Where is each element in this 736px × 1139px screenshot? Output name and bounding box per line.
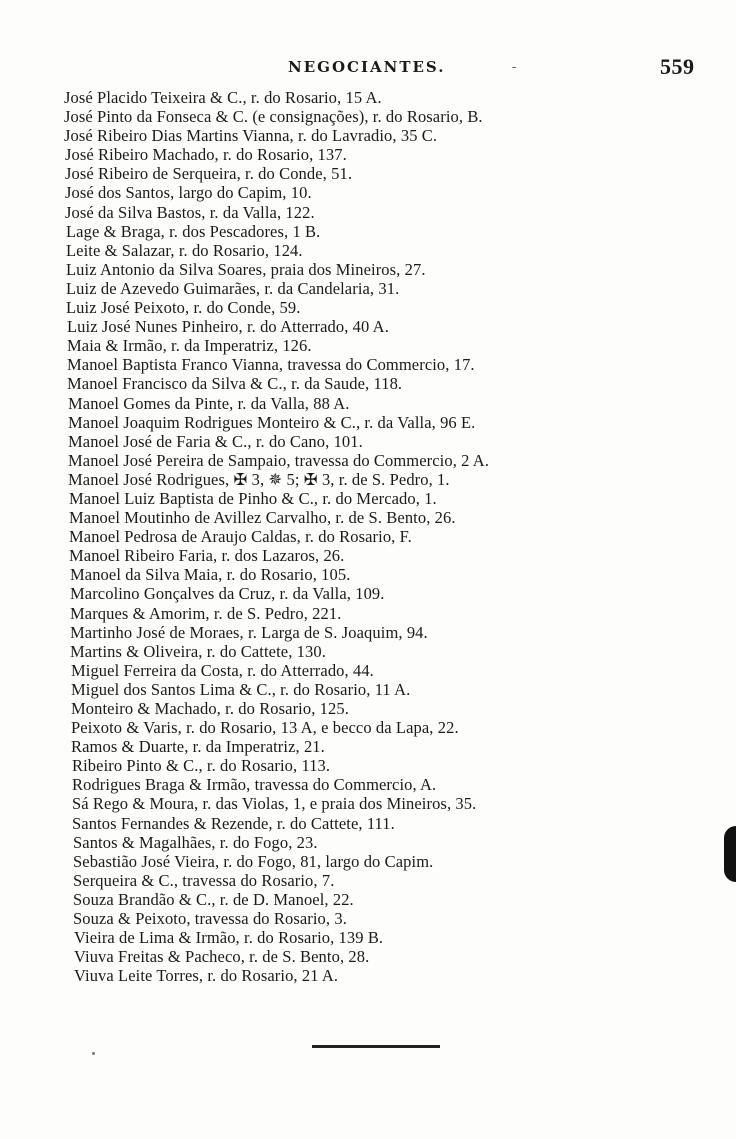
directory-entry: Manoel José de Faria & C., r. do Cano, 101. — [68, 431, 363, 451]
directory-entry: Manoel José Pereira de Sampaio, travessa do Commercio, 2 A. — [68, 450, 490, 470]
directory-list — [0, 88, 736, 985]
directory-entry: Souza Brandão & C., r. de D. Manoel, 22. — [73, 889, 354, 909]
directory-entry: Marcolino Gonçalves da Cruz, r. da Valla, 109. — [70, 584, 385, 604]
directory-entry: José Ribeiro Machado, r. do Rosario, 137. — [65, 145, 347, 165]
header-title: NEGOCIANTES. — [288, 58, 446, 76]
directory-entry: José da Silva Bastos, r. da Valla, 122. — [65, 202, 315, 222]
directory-entry: Serqueira & C., travessa do Rosario, 7. — [73, 870, 335, 890]
directory-entry: Santos Fernandes & Rezende, r. do Cattete, 111. — [72, 813, 395, 833]
directory-entry: José Ribeiro de Serqueira, r. do Conde, 51. — [65, 164, 353, 184]
directory-entry: Manoel Luiz Baptista de Pinho & C., r. do Mercado, 1. — [69, 488, 437, 508]
directory-entry: Manoel Baptista Franco Vianna, travessa do Commercio, 17. — [67, 355, 475, 375]
page-number: 559 — [660, 54, 695, 79]
directory-entry: Luiz Antonio da Silva Soares, praia dos Mineiros, 27. — [66, 259, 426, 279]
directory-entry: Santos & Magalhães, r. do Fogo, 23. — [73, 832, 318, 852]
print-speck — [92, 1052, 95, 1055]
directory-entry: Luiz José Peixoto, r. do Conde, 59. — [66, 298, 301, 318]
directory-entry: Maia & Irmão, r. da Imperatriz, 126. — [67, 336, 312, 356]
directory-entry: Ribeiro Pinto & C., r. do Rosario, 113. — [72, 756, 331, 776]
directory-entry: Manoel Ribeiro Faria, r. dos Lazaros, 26. — [69, 546, 345, 566]
directory-entry: Souza & Peixoto, travessa do Rosario, 3. — [73, 909, 347, 929]
directory-entry: Miguel dos Santos Lima & C., r. do Rosario, 11 A. — [71, 679, 411, 699]
directory-entry: José dos Santos, largo do Capim, 10. — [65, 183, 312, 203]
binding-edge-mark — [724, 826, 736, 882]
closing-rule — [312, 1045, 440, 1048]
directory-entry: José Pinto da Fonseca & C. (e consignações), r. do Rosario, B. — [64, 107, 483, 127]
directory-entry: Sá Rego & Moura, r. das Violas, 1, e praia dos Mineiros, 35. — [72, 794, 477, 814]
directory-entry: Manoel Pedrosa de Araujo Caldas, r. do Rosario, F. — [69, 527, 412, 547]
directory-entry: Luiz de Azevedo Guimarães, r. da Candelaria, 31. — [66, 278, 400, 298]
directory-entry: Viuva Freitas & Pacheco, r. de S. Bento, 28. — [74, 947, 370, 967]
directory-entry: Lage & Braga, r. dos Pescadores, 1 B. — [66, 221, 321, 241]
directory-entry: Viuva Leite Torres, r. do Rosario, 21 A. — [74, 966, 339, 986]
header-dash: - — [512, 60, 517, 75]
directory-entry: José Placido Teixeira & C., r. do Rosario, 15 A. — [64, 88, 382, 107]
directory-entry: Ramos & Duarte, r. da Imperatriz, 21. — [71, 737, 325, 757]
directory-entry: Manoel José Rodrigues, ✠ 3, ✵ 5; ✠ 3, r. de S. Pedro, 1. — [68, 469, 450, 489]
running-header — [0, 54, 736, 82]
directory-entry: Vieira de Lima & Irmão, r. do Rosario, 139 B. — [74, 928, 384, 948]
directory-entry: Manoel Moutinho de Avillez Carvalho, r. de S. Bento, 26. — [69, 508, 456, 528]
directory-entry: Monteiro & Machado, r. do Rosario, 125. — [71, 699, 349, 718]
directory-entry: Manoel da Silva Maia, r. do Rosario, 105. — [70, 565, 351, 585]
directory-entry: Rodrigues Braga & Irmão, travessa do Commercio, A. — [72, 775, 437, 795]
directory-entry: Martins & Oliveira, r. do Cattete, 130. — [70, 641, 326, 661]
directory-entry: José Ribeiro Dias Martins Vianna, r. do Lavradio, 35 C. — [64, 126, 438, 146]
directory-entry: Manoel Francisco da Silva & C., r. da Saude, 118. — [67, 374, 403, 394]
directory-entry: Manoel Joaquim Rodrigues Monteiro & C., r. da Valla, 96 E. — [68, 412, 476, 432]
directory-entry: Leite & Salazar, r. do Rosario, 124. — [66, 240, 303, 260]
directory-entry: Luiz José Nunes Pinheiro, r. do Atterrado, 40 A. — [67, 317, 389, 337]
directory-entry: Sebastião José Vieira, r. do Fogo, 81, largo do Capim. — [73, 851, 434, 871]
directory-entry: Peixoto & Varis, r. do Rosario, 13 A, e becco da Lapa, 22. — [71, 718, 459, 738]
directory-entry: Martinho José de Moraes, r. Larga de S. Joaquim, 94. — [70, 622, 428, 642]
directory-entry: Manoel Gomes da Pinte, r. da Valla, 88 A. — [68, 393, 350, 413]
directory-entry: Miguel Ferreira da Costa, r. do Atterrado, 44. — [71, 660, 374, 680]
directory-entry: Marques & Amorim, r. de S. Pedro, 221. — [70, 603, 342, 623]
